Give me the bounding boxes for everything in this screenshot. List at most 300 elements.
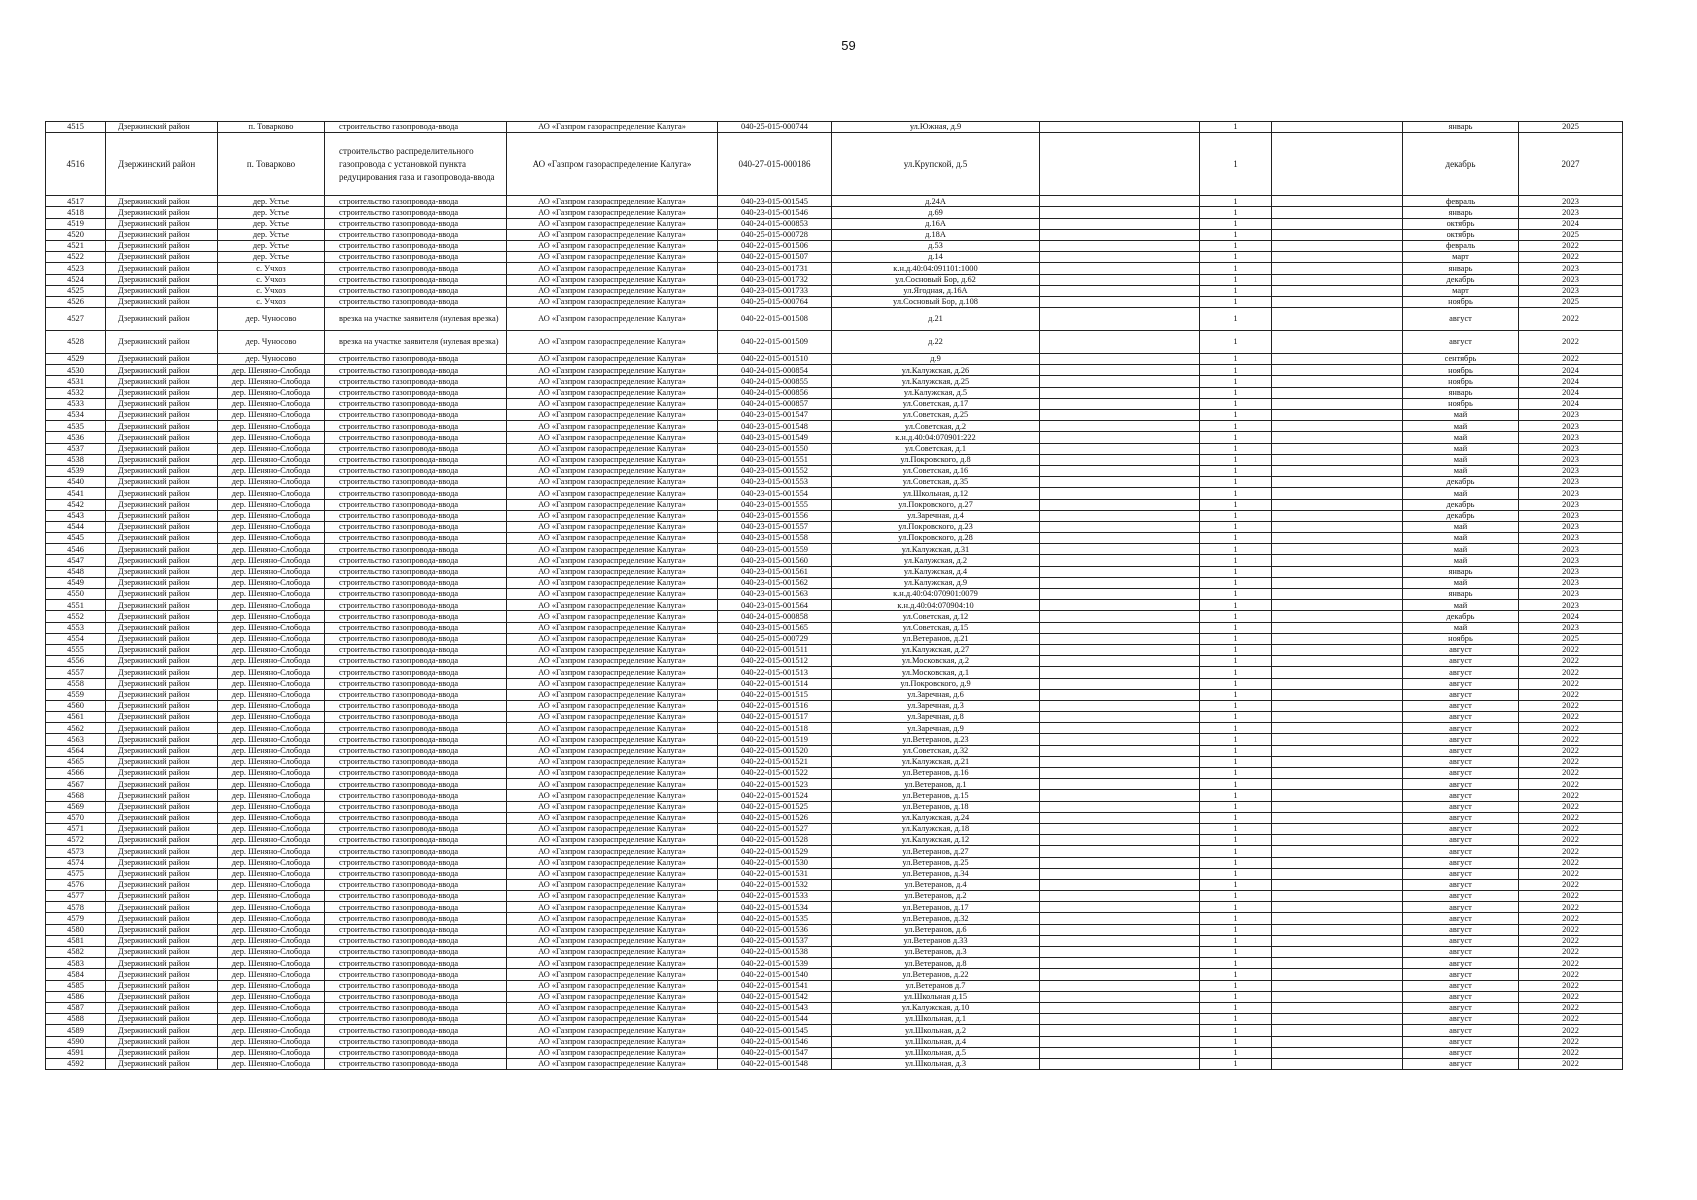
cell-work-type: строительство газопровода-ввода bbox=[325, 398, 507, 409]
cell-address: ул.Школьная, д.1 bbox=[832, 1014, 1040, 1025]
cell-district: Дзержинский район bbox=[106, 768, 218, 779]
cell-address: ул.Ветеранов, д.3 bbox=[832, 947, 1040, 958]
cell-organization: АО «Газпром газораспределение Калуга» bbox=[507, 656, 718, 667]
cell-settlement: дер. Шеняно-Слобода bbox=[218, 410, 325, 421]
cell-district: Дзержинский район bbox=[106, 801, 218, 812]
cell-quantity: 1 bbox=[1200, 544, 1272, 555]
cell-quantity: 1 bbox=[1200, 1025, 1272, 1036]
cell-blank-col-a bbox=[1040, 252, 1200, 263]
cell-settlement: дер. Шеняно-Слобода bbox=[218, 365, 325, 376]
cell-row-number: 4592 bbox=[46, 1058, 106, 1069]
cell-blank-col-b bbox=[1272, 285, 1403, 296]
cell-quantity: 1 bbox=[1200, 566, 1272, 577]
table-row bbox=[46, 644, 1623, 655]
cell-blank-col-a bbox=[1040, 1014, 1200, 1025]
cell-row-number: 4526 bbox=[46, 296, 106, 307]
cell-year: 2023 bbox=[1519, 600, 1623, 611]
cell-settlement: дер. Шеняно-Слобода bbox=[218, 633, 325, 644]
cell-blank-col-b bbox=[1272, 868, 1403, 879]
cell-address: д.69 bbox=[832, 207, 1040, 218]
cell-address: ул.Заречная, д.9 bbox=[832, 723, 1040, 734]
cell-address: д.18А bbox=[832, 229, 1040, 240]
cell-organization: АО «Газпром газораспределение Калуга» bbox=[507, 443, 718, 454]
cell-month: май bbox=[1403, 577, 1519, 588]
cell-work-type: строительство газопровода-ввода bbox=[325, 240, 507, 251]
cell-address: ул.Московская, д.2 bbox=[832, 656, 1040, 667]
cell-row-number: 4581 bbox=[46, 935, 106, 946]
cell-settlement: дер. Шеняно-Слобода bbox=[218, 544, 325, 555]
cell-blank-col-a bbox=[1040, 240, 1200, 251]
cell-work-type: строительство газопровода-ввода bbox=[325, 846, 507, 857]
cell-organization: АО «Газпром газораспределение Калуга» bbox=[507, 454, 718, 465]
cell-application-number: 040-25-015-000729 bbox=[718, 633, 832, 644]
cell-blank-col-a bbox=[1040, 1047, 1200, 1058]
cell-blank-col-a bbox=[1040, 354, 1200, 365]
cell-year: 2023 bbox=[1519, 533, 1623, 544]
cell-district: Дзержинский район bbox=[106, 308, 218, 331]
cell-organization: АО «Газпром газораспределение Калуга» bbox=[507, 913, 718, 924]
cell-blank-col-a bbox=[1040, 745, 1200, 756]
cell-blank-col-a bbox=[1040, 611, 1200, 622]
cell-month: май bbox=[1403, 488, 1519, 499]
cell-settlement: дер. Шеняно-Слобода bbox=[218, 723, 325, 734]
cell-blank-col-b bbox=[1272, 891, 1403, 902]
cell-organization: АО «Газпром газораспределение Калуга» bbox=[507, 622, 718, 633]
cell-month: декабрь bbox=[1403, 510, 1519, 521]
cell-application-number: 040-22-015-001521 bbox=[718, 756, 832, 767]
cell-year: 2022 bbox=[1519, 891, 1623, 902]
cell-quantity: 1 bbox=[1200, 801, 1272, 812]
cell-district: Дзержинский район bbox=[106, 387, 218, 398]
cell-work-type: строительство газопровода-ввода bbox=[325, 488, 507, 499]
cell-row-number: 4532 bbox=[46, 387, 106, 398]
cell-blank-col-b bbox=[1272, 913, 1403, 924]
register-body bbox=[46, 122, 1623, 1070]
table-row bbox=[46, 723, 1623, 734]
cell-year: 2024 bbox=[1519, 218, 1623, 229]
cell-row-number: 4521 bbox=[46, 240, 106, 251]
cell-blank-col-a bbox=[1040, 969, 1200, 980]
cell-year: 2022 bbox=[1519, 1025, 1623, 1036]
cell-quantity: 1 bbox=[1200, 229, 1272, 240]
cell-quantity: 1 bbox=[1200, 521, 1272, 532]
cell-address: ул.Советская, д.1 bbox=[832, 443, 1040, 454]
cell-year: 2023 bbox=[1519, 207, 1623, 218]
cell-district: Дзержинский район bbox=[106, 1014, 218, 1025]
cell-row-number: 4559 bbox=[46, 689, 106, 700]
cell-row-number: 4588 bbox=[46, 1014, 106, 1025]
cell-year: 2022 bbox=[1519, 331, 1623, 354]
table-row bbox=[46, 521, 1623, 532]
cell-row-number: 4519 bbox=[46, 218, 106, 229]
cell-row-number: 4590 bbox=[46, 1036, 106, 1047]
cell-year: 2022 bbox=[1519, 779, 1623, 790]
cell-district: Дзержинский район bbox=[106, 544, 218, 555]
cell-district: Дзержинский район bbox=[106, 891, 218, 902]
cell-organization: АО «Газпром газораспределение Калуга» bbox=[507, 240, 718, 251]
cell-application-number: 040-22-015-001518 bbox=[718, 723, 832, 734]
cell-year: 2024 bbox=[1519, 611, 1623, 622]
cell-year: 2022 bbox=[1519, 768, 1623, 779]
cell-quantity: 1 bbox=[1200, 879, 1272, 890]
cell-district: Дзержинский район bbox=[106, 465, 218, 476]
cell-month: август bbox=[1403, 846, 1519, 857]
cell-application-number: 040-23-015-001732 bbox=[718, 274, 832, 285]
cell-year: 2022 bbox=[1519, 846, 1623, 857]
cell-row-number: 4570 bbox=[46, 812, 106, 823]
cell-month: май bbox=[1403, 421, 1519, 432]
cell-year: 2023 bbox=[1519, 285, 1623, 296]
cell-district: Дзержинский район bbox=[106, 611, 218, 622]
cell-quantity: 1 bbox=[1200, 700, 1272, 711]
cell-organization: АО «Газпром газораспределение Калуга» bbox=[507, 533, 718, 544]
cell-blank-col-b bbox=[1272, 980, 1403, 991]
cell-month: январь bbox=[1403, 122, 1519, 133]
cell-year: 2022 bbox=[1519, 868, 1623, 879]
cell-blank-col-a bbox=[1040, 712, 1200, 723]
table-row bbox=[46, 510, 1623, 521]
cell-settlement: дер. Шеняно-Слобода bbox=[218, 521, 325, 532]
cell-settlement: дер. Шеняно-Слобода bbox=[218, 678, 325, 689]
cell-month: февраль bbox=[1403, 240, 1519, 251]
cell-blank-col-a bbox=[1040, 133, 1200, 196]
cell-row-number: 4556 bbox=[46, 656, 106, 667]
cell-settlement: дер. Шеняно-Слобода bbox=[218, 1014, 325, 1025]
cell-quantity: 1 bbox=[1200, 207, 1272, 218]
cell-quantity: 1 bbox=[1200, 947, 1272, 958]
cell-month: август bbox=[1403, 947, 1519, 958]
cell-quantity: 1 bbox=[1200, 622, 1272, 633]
cell-row-number: 4561 bbox=[46, 712, 106, 723]
cell-settlement: дер. Шеняно-Слобода bbox=[218, 566, 325, 577]
cell-quantity: 1 bbox=[1200, 533, 1272, 544]
cell-row-number: 4582 bbox=[46, 947, 106, 958]
cell-work-type: строительство газопровода-ввода bbox=[325, 779, 507, 790]
cell-settlement: дер. Шеняно-Слобода bbox=[218, 868, 325, 879]
cell-organization: АО «Газпром газораспределение Калуга» bbox=[507, 354, 718, 365]
cell-blank-col-a bbox=[1040, 274, 1200, 285]
cell-quantity: 1 bbox=[1200, 1047, 1272, 1058]
table-row bbox=[46, 622, 1623, 633]
cell-blank-col-a bbox=[1040, 465, 1200, 476]
cell-work-type: строительство газопровода-ввода bbox=[325, 263, 507, 274]
cell-blank-col-a bbox=[1040, 521, 1200, 532]
cell-blank-col-a bbox=[1040, 656, 1200, 667]
table-row bbox=[46, 566, 1623, 577]
table-row bbox=[46, 891, 1623, 902]
cell-row-number: 4585 bbox=[46, 980, 106, 991]
cell-application-number: 040-22-015-001539 bbox=[718, 958, 832, 969]
cell-address: д.53 bbox=[832, 240, 1040, 251]
cell-month: декабрь bbox=[1403, 477, 1519, 488]
cell-application-number: 040-23-015-001564 bbox=[718, 600, 832, 611]
cell-year: 2024 bbox=[1519, 365, 1623, 376]
table-row bbox=[46, 555, 1623, 566]
cell-application-number: 040-22-015-001537 bbox=[718, 935, 832, 946]
cell-district: Дзержинский район bbox=[106, 868, 218, 879]
table-row bbox=[46, 913, 1623, 924]
cell-quantity: 1 bbox=[1200, 285, 1272, 296]
cell-year: 2023 bbox=[1519, 465, 1623, 476]
table-row bbox=[46, 454, 1623, 465]
cell-year: 2024 bbox=[1519, 387, 1623, 398]
cell-month: август bbox=[1403, 891, 1519, 902]
cell-address: ул.Калужская, д.24 bbox=[832, 812, 1040, 823]
cell-organization: АО «Газпром газораспределение Калуга» bbox=[507, 1025, 718, 1036]
cell-organization: АО «Газпром газораспределение Калуга» bbox=[507, 958, 718, 969]
cell-month: май bbox=[1403, 544, 1519, 555]
cell-quantity: 1 bbox=[1200, 263, 1272, 274]
cell-work-type: строительство газопровода-ввода bbox=[325, 122, 507, 133]
cell-application-number: 040-23-015-001557 bbox=[718, 521, 832, 532]
cell-application-number: 040-23-015-001559 bbox=[718, 544, 832, 555]
cell-month: сентябрь bbox=[1403, 354, 1519, 365]
cell-blank-col-a bbox=[1040, 723, 1200, 734]
cell-blank-col-b bbox=[1272, 544, 1403, 555]
cell-month: август bbox=[1403, 331, 1519, 354]
cell-organization: АО «Газпром газораспределение Калуга» bbox=[507, 566, 718, 577]
cell-address: д.22 bbox=[832, 331, 1040, 354]
cell-month: август bbox=[1403, 991, 1519, 1002]
cell-district: Дзержинский район bbox=[106, 924, 218, 935]
cell-application-number: 040-23-015-001561 bbox=[718, 566, 832, 577]
cell-month: август bbox=[1403, 1025, 1519, 1036]
cell-month: декабрь bbox=[1403, 499, 1519, 510]
cell-blank-col-a bbox=[1040, 756, 1200, 767]
cell-row-number: 4554 bbox=[46, 633, 106, 644]
table-row bbox=[46, 331, 1623, 354]
table-row bbox=[46, 1014, 1623, 1025]
cell-year: 2022 bbox=[1519, 1014, 1623, 1025]
cell-organization: АО «Газпром газораспределение Калуга» bbox=[507, 488, 718, 499]
cell-settlement: дер. Шеняно-Слобода bbox=[218, 958, 325, 969]
cell-organization: АО «Газпром газораспределение Калуга» bbox=[507, 521, 718, 532]
cell-district: Дзержинский район bbox=[106, 443, 218, 454]
cell-blank-col-a bbox=[1040, 600, 1200, 611]
cell-settlement: дер. Шеняно-Слобода bbox=[218, 465, 325, 476]
cell-organization: АО «Газпром газораспределение Калуга» bbox=[507, 600, 718, 611]
cell-blank-col-a bbox=[1040, 410, 1200, 421]
cell-address: ул.Покровского, д.8 bbox=[832, 454, 1040, 465]
cell-application-number: 040-23-015-001548 bbox=[718, 421, 832, 432]
cell-row-number: 4542 bbox=[46, 499, 106, 510]
cell-work-type: строительство газопровода-ввода bbox=[325, 712, 507, 723]
cell-application-number: 040-22-015-001532 bbox=[718, 879, 832, 890]
cell-row-number: 4543 bbox=[46, 510, 106, 521]
cell-district: Дзержинский район bbox=[106, 454, 218, 465]
cell-month: август bbox=[1403, 924, 1519, 935]
cell-organization: АО «Газпром газораспределение Калуга» bbox=[507, 633, 718, 644]
cell-settlement: дер. Шеняно-Слобода bbox=[218, 902, 325, 913]
cell-settlement: дер. Устье bbox=[218, 229, 325, 240]
cell-blank-col-a bbox=[1040, 734, 1200, 745]
cell-work-type: строительство газопровода-ввода bbox=[325, 980, 507, 991]
cell-blank-col-a bbox=[1040, 1036, 1200, 1047]
cell-quantity: 1 bbox=[1200, 891, 1272, 902]
cell-year: 2022 bbox=[1519, 689, 1623, 700]
cell-month: август bbox=[1403, 935, 1519, 946]
cell-application-number: 040-23-015-001563 bbox=[718, 589, 832, 600]
cell-quantity: 1 bbox=[1200, 779, 1272, 790]
cell-settlement: с. Учхоз bbox=[218, 296, 325, 307]
cell-organization: АО «Газпром газораспределение Калуга» bbox=[507, 924, 718, 935]
cell-organization: АО «Газпром газораспределение Калуга» bbox=[507, 510, 718, 521]
table-row bbox=[46, 133, 1623, 196]
cell-quantity: 1 bbox=[1200, 723, 1272, 734]
cell-district: Дзержинский район bbox=[106, 846, 218, 857]
table-row bbox=[46, 745, 1623, 756]
cell-year: 2023 bbox=[1519, 589, 1623, 600]
cell-settlement: дер. Шеняно-Слобода bbox=[218, 790, 325, 801]
cell-organization: АО «Газпром газораспределение Калуга» bbox=[507, 678, 718, 689]
cell-year: 2024 bbox=[1519, 398, 1623, 409]
cell-application-number: 040-22-015-001525 bbox=[718, 801, 832, 812]
cell-month: август bbox=[1403, 1036, 1519, 1047]
cell-year: 2022 bbox=[1519, 857, 1623, 868]
cell-quantity: 1 bbox=[1200, 768, 1272, 779]
cell-quantity: 1 bbox=[1200, 376, 1272, 387]
cell-district: Дзержинский район bbox=[106, 656, 218, 667]
cell-application-number: 040-23-015-001551 bbox=[718, 454, 832, 465]
cell-work-type: строительство газопровода-ввода bbox=[325, 465, 507, 476]
cell-settlement: дер. Шеняно-Слобода bbox=[218, 1047, 325, 1058]
cell-row-number: 4586 bbox=[46, 991, 106, 1002]
cell-month: август bbox=[1403, 1047, 1519, 1058]
cell-district: Дзержинский район bbox=[106, 980, 218, 991]
cell-district: Дзержинский район bbox=[106, 835, 218, 846]
cell-row-number: 4529 bbox=[46, 354, 106, 365]
table-row bbox=[46, 667, 1623, 678]
cell-month: ноябрь bbox=[1403, 365, 1519, 376]
cell-blank-col-a bbox=[1040, 868, 1200, 879]
cell-organization: АО «Газпром газораспределение Калуга» bbox=[507, 133, 718, 196]
cell-settlement: дер. Шеняно-Слобода bbox=[218, 1058, 325, 1069]
cell-application-number: 040-23-015-001562 bbox=[718, 577, 832, 588]
cell-quantity: 1 bbox=[1200, 555, 1272, 566]
cell-blank-col-a bbox=[1040, 1058, 1200, 1069]
cell-blank-col-a bbox=[1040, 667, 1200, 678]
cell-year: 2023 bbox=[1519, 410, 1623, 421]
cell-quantity: 1 bbox=[1200, 308, 1272, 331]
cell-application-number: 040-22-015-001538 bbox=[718, 947, 832, 958]
cell-blank-col-b bbox=[1272, 533, 1403, 544]
cell-quantity: 1 bbox=[1200, 656, 1272, 667]
cell-settlement: дер. Устье bbox=[218, 252, 325, 263]
cell-month: декабрь bbox=[1403, 133, 1519, 196]
cell-blank-col-b bbox=[1272, 712, 1403, 723]
cell-quantity: 1 bbox=[1200, 252, 1272, 263]
cell-blank-col-a bbox=[1040, 285, 1200, 296]
cell-organization: АО «Газпром газораспределение Калуга» bbox=[507, 421, 718, 432]
cell-settlement: дер. Шеняно-Слобода bbox=[218, 779, 325, 790]
cell-settlement: дер. Шеняно-Слобода bbox=[218, 533, 325, 544]
cell-blank-col-a bbox=[1040, 421, 1200, 432]
cell-application-number: 040-24-015-000856 bbox=[718, 387, 832, 398]
cell-year: 2022 bbox=[1519, 801, 1623, 812]
cell-blank-col-a bbox=[1040, 555, 1200, 566]
cell-address: д.9 bbox=[832, 354, 1040, 365]
cell-work-type: строительство газопровода-ввода bbox=[325, 935, 507, 946]
cell-blank-col-a bbox=[1040, 801, 1200, 812]
cell-row-number: 4551 bbox=[46, 600, 106, 611]
cell-application-number: 040-23-015-001556 bbox=[718, 510, 832, 521]
cell-organization: АО «Газпром газораспределение Калуга» bbox=[507, 902, 718, 913]
cell-settlement: дер. Шеняно-Слобода bbox=[218, 1025, 325, 1036]
cell-year: 2022 bbox=[1519, 879, 1623, 890]
cell-work-type: строительство газопровода-ввода bbox=[325, 667, 507, 678]
cell-district: Дзержинский район bbox=[106, 1002, 218, 1013]
cell-district: Дзержинский район bbox=[106, 734, 218, 745]
cell-quantity: 1 bbox=[1200, 510, 1272, 521]
cell-application-number: 040-22-015-001535 bbox=[718, 913, 832, 924]
table-row bbox=[46, 376, 1623, 387]
cell-address: к.н.д.40:04:070901:0079 bbox=[832, 589, 1040, 600]
cell-blank-col-b bbox=[1272, 947, 1403, 958]
cell-organization: АО «Газпром газораспределение Калуга» bbox=[507, 812, 718, 823]
cell-organization: АО «Газпром газораспределение Калуга» bbox=[507, 991, 718, 1002]
cell-quantity: 1 bbox=[1200, 712, 1272, 723]
cell-quantity: 1 bbox=[1200, 913, 1272, 924]
cell-year: 2022 bbox=[1519, 723, 1623, 734]
cell-month: май bbox=[1403, 410, 1519, 421]
cell-organization: АО «Газпром газораспределение Калуга» bbox=[507, 611, 718, 622]
cell-settlement: дер. Шеняно-Слобода bbox=[218, 879, 325, 890]
cell-blank-col-b bbox=[1272, 196, 1403, 207]
cell-quantity: 1 bbox=[1200, 240, 1272, 251]
cell-address: ул.Покровского, д.9 bbox=[832, 678, 1040, 689]
cell-month: август bbox=[1403, 756, 1519, 767]
cell-work-type: строительство газопровода-ввода bbox=[325, 1025, 507, 1036]
cell-row-number: 4544 bbox=[46, 521, 106, 532]
cell-application-number: 040-22-015-001511 bbox=[718, 644, 832, 655]
cell-district: Дзержинский район bbox=[106, 533, 218, 544]
cell-application-number: 040-22-015-001523 bbox=[718, 779, 832, 790]
cell-blank-col-a bbox=[1040, 689, 1200, 700]
cell-address: ул.Школьная, д.4 bbox=[832, 1036, 1040, 1047]
cell-work-type: строительство газопровода-ввода bbox=[325, 1058, 507, 1069]
cell-blank-col-b bbox=[1272, 622, 1403, 633]
cell-organization: АО «Газпром газораспределение Калуга» bbox=[507, 196, 718, 207]
cell-application-number: 040-22-015-001513 bbox=[718, 667, 832, 678]
cell-settlement: дер. Шеняно-Слобода bbox=[218, 756, 325, 767]
cell-organization: АО «Газпром газораспределение Калуга» bbox=[507, 734, 718, 745]
cell-month: август bbox=[1403, 868, 1519, 879]
cell-blank-col-b bbox=[1272, 499, 1403, 510]
cell-row-number: 4573 bbox=[46, 846, 106, 857]
cell-blank-col-b bbox=[1272, 207, 1403, 218]
cell-row-number: 4584 bbox=[46, 969, 106, 980]
cell-organization: АО «Газпром газораспределение Калуга» bbox=[507, 387, 718, 398]
cell-blank-col-b bbox=[1272, 823, 1403, 834]
cell-month: август bbox=[1403, 857, 1519, 868]
cell-application-number: 040-22-015-001543 bbox=[718, 1002, 832, 1013]
cell-work-type: строительство распределительного газопровода с установкой пункта редуцирования газа и газопровода-ввода bbox=[325, 133, 507, 196]
cell-year: 2023 bbox=[1519, 454, 1623, 465]
table-row bbox=[46, 218, 1623, 229]
cell-address: ул.Крупской, д.5 bbox=[832, 133, 1040, 196]
cell-organization: АО «Газпром газораспределение Калуга» bbox=[507, 1047, 718, 1058]
cell-district: Дзержинский район bbox=[106, 133, 218, 196]
cell-year: 2022 bbox=[1519, 969, 1623, 980]
cell-address: ул.Ветеранов, д.18 bbox=[832, 801, 1040, 812]
table-row bbox=[46, 801, 1623, 812]
cell-blank-col-b bbox=[1272, 274, 1403, 285]
table-row bbox=[46, 477, 1623, 488]
cell-blank-col-b bbox=[1272, 133, 1403, 196]
cell-month: ноябрь bbox=[1403, 633, 1519, 644]
cell-blank-col-b bbox=[1272, 521, 1403, 532]
cell-district: Дзержинский район bbox=[106, 566, 218, 577]
